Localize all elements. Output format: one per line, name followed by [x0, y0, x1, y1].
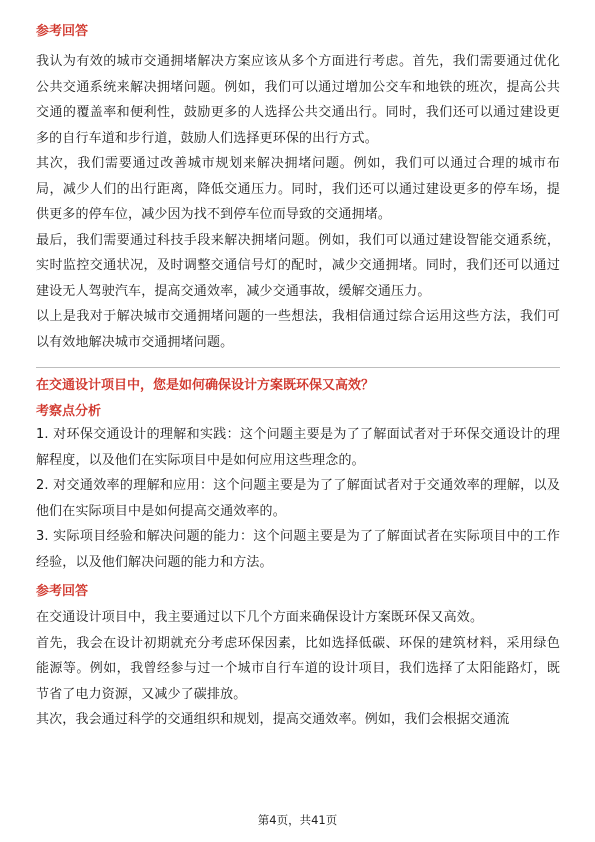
answer-paragraph: 首先，我会在设计初期就充分考虑环保因素，比如选择低碳、环保的建筑材料，采用绿色能源等。例如，我曾经参与过一个城市自行车道的设计项目，我们选择了太阳能路灯，既节省了电力资源，又减少了碳排放。 — [36, 635, 560, 702]
answer-paragraph: 其次，我会通过科学的交通组织和规划，提高交通效率。例如，我们会根据交通流 — [36, 712, 510, 727]
analysis-heading: 考察点分析 — [36, 404, 102, 419]
page-number: 第4页，共41页 — [257, 813, 338, 827]
answer-paragraph: 我认为有效的城市交通拥堵解决方案应该从多个方面进行考虑。首先，我们需要通过优化公共交通系统来解决拥堵问题。例如，我们可以通过增加公交车和地铁的班次，提高公共交通的覆盖率和便利性，鼓励更多的人选择公共交通出行。同时，我们还可以通过建设更多的自行车道和步行道，鼓励人们选择更环保的出行方式。 — [36, 54, 560, 146]
answer-paragraph: 以上是我对于解决城市交通拥堵问题的一些想法，我相信通过综合运用这些方法，我们可以有效地解决城市交通拥堵问题。 — [36, 309, 560, 350]
reference-answer-heading: 参考回答 — [36, 24, 89, 39]
analysis-item: 3. 实际项目经验和解决问题的能力：这个问题主要是为了了解面试者在实际项目中的工作经验，以及他们解决问题的能力和方法。 — [36, 529, 560, 570]
reference-answer-heading: 参考回答 — [36, 584, 89, 599]
analysis-item: 1. 对环保交通设计的理解和实践：这个问题主要是为了了解面试者对于环保交通设计的理解程度，以及他们在实际项目中是如何应用这些理念的。 — [36, 427, 560, 468]
question-heading: 在交通设计项目中，您是如何确保设计方案既环保又高效？ — [36, 378, 375, 393]
analysis-item: 2. 对交通效率的理解和应用：这个问题主要是为了了解面试者对于交通效率的理解，以及他们在实际项目中是如何提高交通效率的。 — [36, 478, 560, 519]
answer-paragraph: 其次，我们需要通过改善城市规划来解决拥堵问题。例如，我们可以通过合理的城市布局，减少人们的出行距离，降低交通压力。同时，我们还可以通过建设更多的停车场，提供更多的停车位，减少因为找不到停车位而导致的交通拥堵。 — [36, 156, 560, 222]
page-content — [36, 22, 560, 733]
answer-paragraph: 最后，我们需要通过科技手段来解决拥堵问题。例如，我们可以通过建设智能交通系统，实时监控交通状况，及时调整交通信号灯的配时，减少交通拥堵。同时，我们还可以通过建设无人驾驶汽车，提高交通效率，减少交通事故，缓解交通压力。 — [36, 232, 560, 299]
section-divider — [36, 367, 560, 368]
answer-paragraph: 在交通设计项目中，我主要通过以下几个方面来确保设计方案既环保又高效。 — [36, 610, 484, 625]
